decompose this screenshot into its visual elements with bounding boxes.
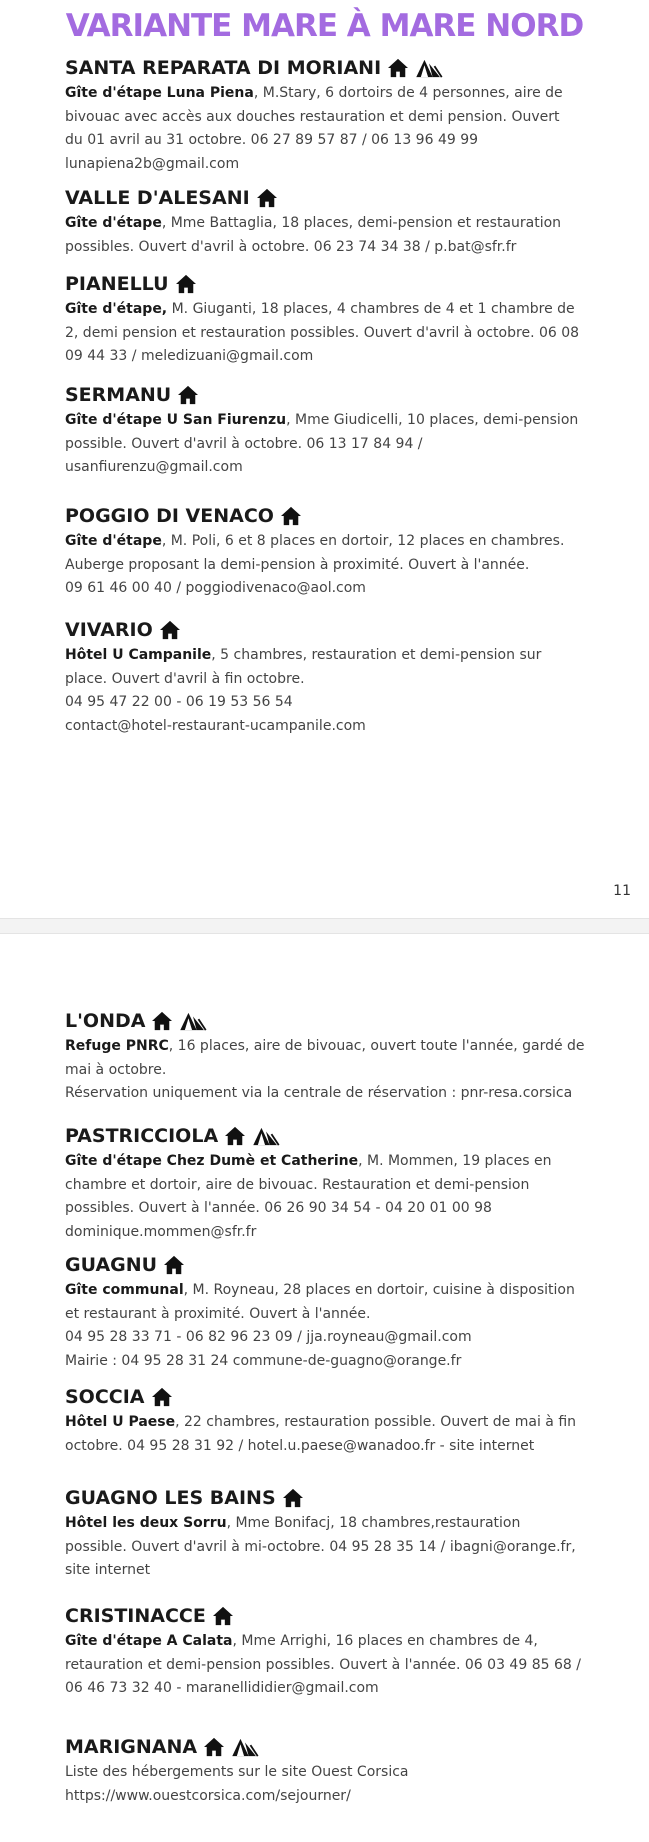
place-name: VIVARIO: [65, 619, 153, 641]
establishment-name: Gîte d'étape A Calata: [65, 1633, 233, 1649]
description-text: place. Ouvert d'avril à fin octobre.: [65, 670, 305, 687]
description-text: M. Giuganti, 18 places, 4 chambres de 4 et 1 chambre de: [167, 301, 575, 317]
description-text: Mairie : 04 95 28 31 24 commune-de-guagno@orange.fr: [65, 1352, 462, 1369]
place-name: POGGIO DI VENACO: [65, 505, 274, 527]
place-name-heading: [65, 1124, 625, 1148]
accommodation-entry: [65, 1253, 625, 1373]
description-line: [65, 236, 625, 260]
description-line: [65, 1303, 625, 1327]
accommodation-entry: [65, 1486, 625, 1583]
accommodation-entry: [65, 504, 625, 601]
description-text: , Mme Giudicelli, 10 places, demi-pension: [286, 412, 579, 428]
accommodation-description: [65, 409, 625, 480]
place-name: SANTA REPARATA DI MORIANI: [65, 57, 382, 79]
house-icon: [177, 385, 199, 405]
house-icon: [151, 1387, 173, 1407]
accommodation-description: [65, 1630, 625, 1701]
description-text: dominique.mommen@sfr.fr: [65, 1223, 257, 1240]
accommodation-description: [65, 644, 625, 738]
establishment-name: Gîte d'étape: [65, 215, 162, 231]
place-name-heading: [65, 1604, 625, 1628]
description-line: [65, 1150, 625, 1174]
accommodation-description: [65, 1761, 625, 1808]
place-name-heading: [65, 1385, 625, 1409]
description-line: [65, 1221, 625, 1245]
description-text: Liste des hébergements sur le site Ouest Corsica: [65, 1764, 409, 1780]
description-text: , M. Poli, 6 et 8 places en dortoir, 12 places en chambres.: [161, 533, 565, 549]
tent-icon: [231, 1737, 259, 1757]
establishment-name: Gîte d'étape,: [65, 301, 168, 317]
description-line: [65, 456, 625, 480]
description-text: , M. Royneau, 28 places en dortoir, cuisine à disposition: [183, 1282, 575, 1298]
accommodation-entry: [65, 1009, 625, 1106]
place-name: GUAGNO LES BAINS: [65, 1487, 276, 1509]
place-name: PIANELLU: [65, 273, 169, 295]
establishment-name: Refuge PNRC: [65, 1038, 169, 1054]
description-line: [65, 1350, 625, 1374]
accommodation-description: [65, 212, 625, 259]
description-line: [65, 106, 625, 130]
establishment-name: Hôtel U Campanile: [65, 647, 212, 663]
accommodation-entry: [65, 1604, 625, 1701]
description-line: [65, 1082, 625, 1106]
description-line: [65, 577, 625, 601]
place-name: CRISTINACCE: [65, 1605, 206, 1627]
accommodation-description: [65, 298, 625, 369]
place-name-heading: [65, 1486, 625, 1510]
description-text: usanfiurenzu@gmail.com: [65, 459, 243, 475]
establishment-name: Gîte communal: [65, 1282, 184, 1298]
description-text: , M.Stary, 6 dortoirs de 4 personnes, aire de: [253, 85, 563, 101]
establishment-name: Hôtel U Paese: [65, 1414, 176, 1430]
house-icon: [159, 620, 181, 640]
establishment-name: Hôtel les deux Sorru: [65, 1515, 227, 1531]
house-icon: [212, 1606, 234, 1626]
description-line: [65, 1174, 625, 1198]
description-line: [65, 715, 625, 739]
description-line: [65, 1279, 625, 1303]
house-icon: [280, 506, 302, 526]
place-name-heading: [65, 1735, 625, 1759]
description-text: , 16 places, aire de bivouac, ouvert toute l'année, gardé de: [168, 1038, 585, 1054]
place-name-heading: [65, 1009, 625, 1033]
description-text: https://www.ouestcorsica.com/sejourner/: [65, 1787, 351, 1804]
description-line: [65, 345, 625, 369]
description-text: 09 44 33 / meledizuani@gmail.com: [65, 348, 314, 364]
description-text: site internet: [65, 1562, 151, 1578]
description-text: 04 95 28 33 71 - 06 82 96 23 09 / jja.royneau@gmail.com: [65, 1329, 472, 1345]
description-line: [65, 153, 625, 177]
description-line: [65, 298, 625, 322]
place-name: L'ONDA: [65, 1010, 146, 1032]
description-line: [65, 82, 625, 106]
description-line: [65, 129, 625, 153]
accommodation-description: [65, 1035, 625, 1106]
house-icon: [224, 1126, 246, 1146]
accommodation-entry: [65, 618, 625, 738]
description-line: [65, 1035, 625, 1059]
description-text: Auberge proposant la demi-pension à proximité. Ouvert à l'année.: [65, 556, 530, 573]
description-text: 2, demi pension et restauration possibles. Ouvert d'avril à octobre. 06 08: [65, 324, 580, 341]
description-line: [65, 1654, 625, 1678]
description-line: [65, 1512, 625, 1536]
description-text: lunapiena2b@gmail.com: [65, 155, 240, 172]
accommodation-entry: [65, 56, 625, 176]
description-text: , Mme Arrighi, 16 places en chambres de 4,: [232, 1633, 538, 1649]
description-line: [65, 433, 625, 457]
house-icon: [282, 1488, 304, 1508]
accommodation-description: [65, 1512, 625, 1583]
description-line: [65, 530, 625, 554]
accommodation-entry: [65, 1385, 625, 1458]
description-line: [65, 691, 625, 715]
place-name: PASTRICCIOLA: [65, 1125, 219, 1147]
tent-icon: [415, 58, 443, 78]
description-line: [65, 1630, 625, 1654]
page-separator: [0, 918, 649, 934]
place-name-heading: [65, 186, 625, 210]
place-name-heading: [65, 383, 625, 407]
description-text: bivouac avec accès aux douches restauration et demi pension. Ouvert: [65, 108, 560, 125]
description-text: possibles. Ouvert d'avril à octobre. 06 23 74 34 38 / p.bat@sfr.fr: [65, 238, 517, 255]
description-text: mai à octobre.: [65, 1061, 167, 1078]
house-icon: [387, 58, 409, 78]
accommodation-entry: [65, 1124, 625, 1244]
house-icon: [163, 1255, 185, 1275]
description-line: [65, 1785, 625, 1809]
description-text: , 22 chambres, restauration possible. Ouvert de mai à fin: [175, 1414, 577, 1430]
place-name-heading: [65, 56, 625, 80]
accommodation-entry: [65, 1735, 625, 1808]
description-text: , M. Mommen, 19 places en: [358, 1153, 552, 1169]
page-title: VARIANTE MARE À MARE NORD: [65, 8, 584, 44]
place-name-heading: [65, 272, 625, 296]
description-text: 04 95 47 22 00 - 06 19 53 56 54: [65, 694, 293, 710]
place-name-heading: [65, 1253, 625, 1277]
accommodation-description: [65, 1279, 625, 1373]
description-line: [65, 554, 625, 578]
place-name-heading: [65, 504, 625, 528]
accommodation-entry: [65, 272, 625, 369]
place-name-heading: [65, 618, 625, 642]
description-line: [65, 1411, 625, 1435]
house-icon: [203, 1737, 225, 1757]
description-text: 06 46 73 32 40 - maranellididier@gmail.com: [65, 1680, 379, 1696]
establishment-name: Gîte d'étape: [65, 533, 162, 549]
place-name: MARIGNANA: [65, 1736, 198, 1758]
accommodation-description: [65, 1150, 625, 1244]
tent-icon: [252, 1126, 280, 1146]
description-text: Réservation uniquement via la centrale de réservation : pnr-resa.corsica: [65, 1085, 573, 1101]
accommodation-entry: [65, 383, 625, 480]
description-line: [65, 1677, 625, 1701]
description-line: [65, 1761, 625, 1785]
description-line: [65, 1197, 625, 1221]
description-text: , Mme Battaglia, 18 places, demi-pension et restauration: [161, 215, 562, 231]
house-icon: [151, 1011, 173, 1031]
description-line: [65, 1435, 625, 1459]
establishment-name: Gîte d'étape U San Fiurenzu: [65, 412, 287, 428]
description-text: contact@hotel-restaurant-ucampanile.com: [65, 717, 366, 734]
accommodation-entry: [65, 186, 625, 259]
place-name: SERMANU: [65, 384, 172, 406]
description-line: [65, 1326, 625, 1350]
accommodation-description: [65, 1411, 625, 1458]
place-name: SOCCIA: [65, 1386, 145, 1408]
establishment-name: Gîte d'étape Luna Piena: [65, 85, 254, 101]
establishment-name: Gîte d'étape Chez Dumè et Catherine: [65, 1153, 359, 1169]
description-line: [65, 1059, 625, 1083]
description-text: chambre et dortoir, aire de bivouac. Restauration et demi-pension: [65, 1176, 530, 1193]
description-line: [65, 668, 625, 692]
description-text: 09 61 46 00 40 / poggiodivenaco@aol.com: [65, 580, 366, 596]
description-line: [65, 322, 625, 346]
house-icon: [256, 188, 278, 208]
place-name: GUAGNU: [65, 1254, 158, 1276]
house-icon: [175, 274, 197, 294]
place-name: VALLE D'ALESANI: [65, 187, 250, 209]
description-text: du 01 avril au 31 octobre. 06 27 89 57 87 / 06 13 96 49 99: [65, 132, 479, 148]
description-text: , 5 chambres, restauration et demi-pension sur: [211, 647, 542, 663]
description-line: [65, 1536, 625, 1560]
accommodation-description: [65, 82, 625, 176]
description-text: possible. Ouvert d'avril à octobre. 06 13 17 84 94 /: [65, 435, 423, 452]
description-line: [65, 409, 625, 433]
description-line: [65, 644, 625, 668]
page-number: 11: [613, 883, 631, 899]
accommodation-description: [65, 530, 625, 601]
description-line: [65, 212, 625, 236]
description-text: octobre. 04 95 28 31 92 / hotel.u.paese@wanadoo.fr - site internet: [65, 1437, 535, 1454]
description-text: possible. Ouvert d'avril à mi-octobre. 04 95 28 35 14 / ibagni@orange.fr,: [65, 1538, 576, 1555]
description-text: , Mme Bonifacj, 18 chambres,restauration: [226, 1515, 521, 1531]
description-text: retauration et demi-pension possibles. Ouvert à l'année. 06 03 49 85 68 /: [65, 1656, 581, 1673]
description-line: [65, 1559, 625, 1583]
description-text: et restaurant à proximité. Ouvert à l'année.: [65, 1305, 371, 1322]
description-text: possibles. Ouvert à l'année. 06 26 90 34 54 - 04 20 01 00 98: [65, 1200, 492, 1216]
tent-icon: [179, 1011, 207, 1031]
